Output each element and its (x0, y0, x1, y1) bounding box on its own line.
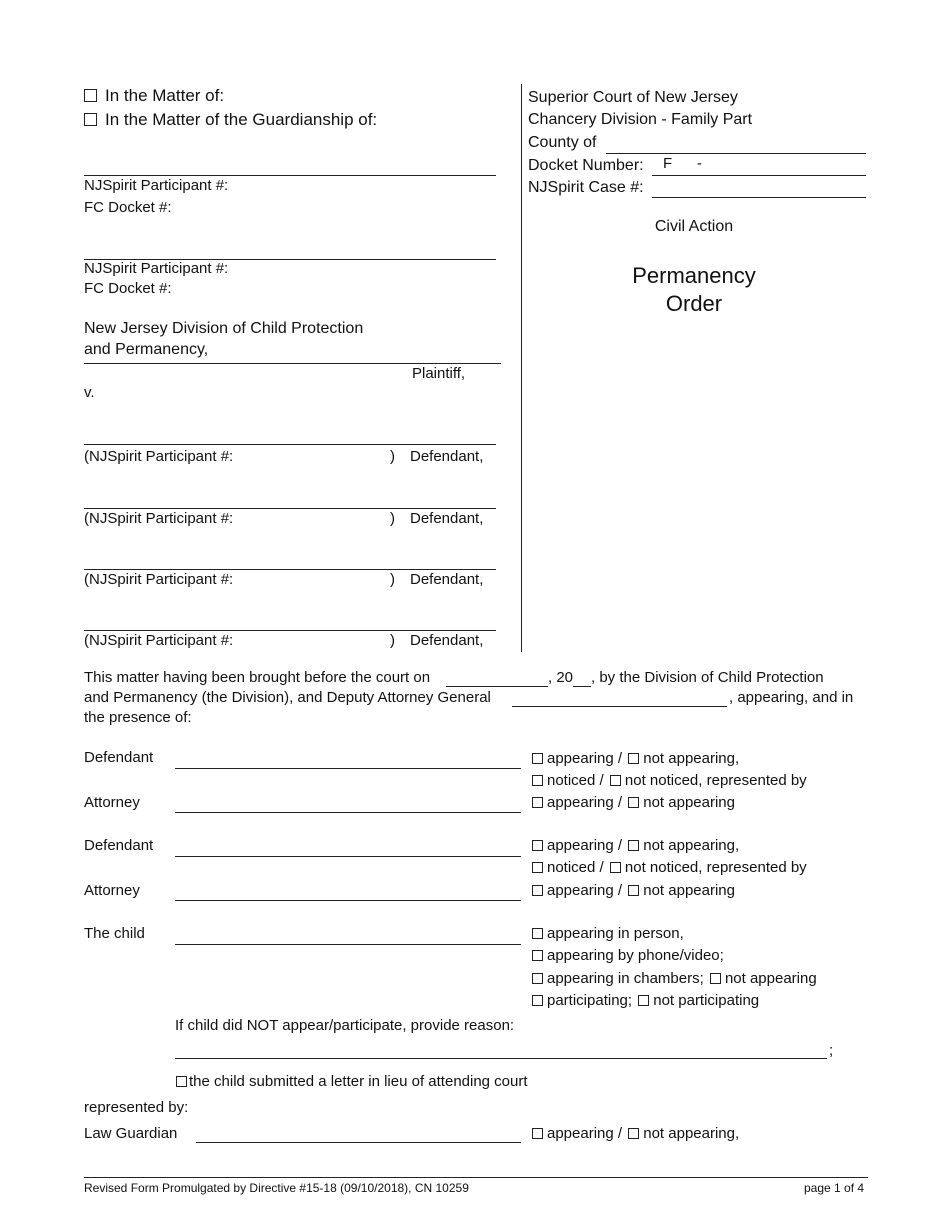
intro-line1b: , 20 (548, 669, 574, 686)
law-guardian-name-field[interactable] (196, 1142, 521, 1143)
court-division: Chancery Division - Family Part (528, 111, 753, 128)
footer-revision: Revised Form Promulgated by Directive #15-18 (09/10/2018), CN 10259 (84, 1181, 469, 1195)
defendant-name-field[interactable] (175, 768, 521, 769)
matter-option-2[interactable]: In the Matter of the Guardianship of: (84, 110, 377, 130)
hearing-year-field[interactable] (573, 686, 591, 687)
defendant-name-line[interactable] (84, 508, 496, 509)
checkbox-icon[interactable] (532, 797, 543, 808)
child-option-participating: participating; not participating (532, 992, 759, 1009)
defendant-label: Defendant, (410, 448, 484, 465)
case-label: NJSpirit Case #: (528, 179, 644, 196)
defendant-name-field[interactable] (175, 856, 521, 857)
fc-docket-label: FC Docket #: (84, 199, 172, 216)
attorney-label: Attorney (84, 794, 140, 811)
law-guardian-label: Law Guardian (84, 1125, 178, 1142)
defendant-participant-label: (NJSpirit Participant #: (84, 510, 234, 527)
appearance-options: appearing / not appearing, (532, 750, 739, 767)
action-type: Civil Action (654, 218, 734, 235)
defendant-name-line[interactable] (84, 444, 496, 445)
order-title-line2: Order (665, 291, 723, 316)
attorney-name-field[interactable] (175, 900, 521, 901)
county-field[interactable] (606, 153, 866, 154)
checkbox-icon[interactable] (710, 973, 721, 984)
checkbox-icon[interactable] (532, 950, 543, 961)
checkbox-icon[interactable] (532, 995, 543, 1006)
matter-option-1[interactable]: In the Matter of: (84, 86, 224, 106)
intro-line1c: , by the Division of Child Protection (591, 669, 824, 686)
dag-name-field[interactable] (512, 706, 727, 707)
law-guardian-appearance-options: appearing / not appearing, (532, 1125, 739, 1142)
child-option-phone-video: appearing by phone/video; (532, 947, 724, 964)
checkbox-icon[interactable] (628, 797, 639, 808)
checkbox-icon[interactable] (532, 840, 543, 851)
matter-name-line[interactable] (84, 175, 496, 176)
checkbox-icon[interactable] (628, 1128, 639, 1139)
paren: ) (390, 448, 395, 465)
child-letter-option: the child submitted a letter in lieu of attending court (176, 1073, 528, 1090)
child-name-field[interactable] (175, 944, 521, 945)
paren: ) (390, 571, 395, 588)
plaintiff-name-line1: New Jersey Division of Child Protection (84, 320, 364, 337)
checkbox-icon[interactable] (610, 862, 621, 873)
defendant-participant-label: (NJSpirit Participant #: (84, 571, 234, 588)
attorney-appearance-options: appearing / not appearing (532, 882, 735, 899)
attorney-appearance-options: appearing / not appearing (532, 794, 735, 811)
defendant-name-line[interactable] (84, 569, 496, 570)
intro-line1a: This matter having been brought before the court on (84, 669, 431, 686)
defendant-label: Defendant, (410, 510, 484, 527)
order-title-line1: Permanency (632, 263, 756, 288)
docket-label: Docket Number: (528, 157, 644, 174)
defendant-participant-label: (NJSpirit Participant #: (84, 448, 234, 465)
plaintiff-label: Plaintiff, (412, 365, 466, 382)
checkbox-icon[interactable] (532, 1128, 543, 1139)
checkbox-icon[interactable] (176, 1076, 187, 1087)
attorney-label: Attorney (84, 882, 140, 899)
checkbox-icon[interactable] (638, 995, 649, 1006)
defendant-participant-label: (NJSpirit Participant #: (84, 632, 234, 649)
paren: ) (390, 632, 395, 649)
attorney-name-field[interactable] (175, 812, 521, 813)
docket-prefix: F (663, 155, 673, 172)
caption-divider (521, 84, 522, 652)
intro-line3: the presence of: (84, 709, 192, 726)
checkbox-icon[interactable] (628, 753, 639, 764)
hearing-date-field[interactable] (446, 686, 548, 687)
checkbox-icon[interactable] (532, 928, 543, 939)
notice-options: noticed / not noticed, represented by (532, 772, 807, 789)
semicolon: ; (829, 1042, 834, 1059)
court-name: Superior Court of New Jersey (528, 89, 738, 106)
defendant-label: Defendant, (410, 632, 484, 649)
represented-by-label: represented by: (84, 1099, 189, 1116)
checkbox-icon[interactable] (532, 775, 543, 786)
case-number-field[interactable] (652, 197, 866, 198)
defendant-name-line[interactable] (84, 630, 496, 631)
participant-label: NJSpirit Participant #: (84, 260, 229, 277)
child-option-chambers: appearing in chambers; not appearing (532, 970, 817, 987)
defendant-label: Defendant, (410, 571, 484, 588)
checkbox-icon[interactable] (532, 862, 543, 873)
plaintiff-line (84, 363, 501, 364)
checkbox-icon[interactable] (532, 973, 543, 984)
checkbox-icon[interactable] (628, 840, 639, 851)
fc-docket-label: FC Docket #: (84, 280, 172, 297)
docket-number-field[interactable] (652, 175, 866, 176)
paren: ) (390, 510, 395, 527)
checkbox-icon[interactable] (84, 113, 97, 126)
docket-dash: - (697, 155, 702, 172)
checkbox-icon[interactable] (84, 89, 97, 102)
plaintiff-name-line2: and Permanency, (84, 341, 209, 358)
child-reason-field[interactable] (175, 1058, 827, 1059)
checkbox-icon[interactable] (532, 753, 543, 764)
checkbox-icon[interactable] (628, 885, 639, 896)
versus-label: v. (84, 384, 95, 401)
checkbox-icon[interactable] (610, 775, 621, 786)
intro-line2b: , appearing, and in (729, 689, 854, 706)
county-label: County of (528, 134, 597, 151)
checkbox-icon[interactable] (532, 885, 543, 896)
child-option-in-person: appearing in person, (532, 925, 684, 942)
notice-options: noticed / not noticed, represented by (532, 859, 807, 876)
participant-label: NJSpirit Participant #: (84, 177, 229, 194)
defendant-label: Defendant (84, 837, 154, 854)
child-reason-label: If child did NOT appear/participate, provide reason: (175, 1017, 515, 1034)
child-label: The child (84, 925, 145, 942)
footer-rule (84, 1177, 868, 1178)
intro-line2a: and Permanency (the Division), and Deputy Attorney General (84, 689, 491, 706)
defendant-label: Defendant (84, 749, 154, 766)
page-number: page 1 of 4 (804, 1181, 865, 1195)
appearance-options: appearing / not appearing, (532, 837, 739, 854)
